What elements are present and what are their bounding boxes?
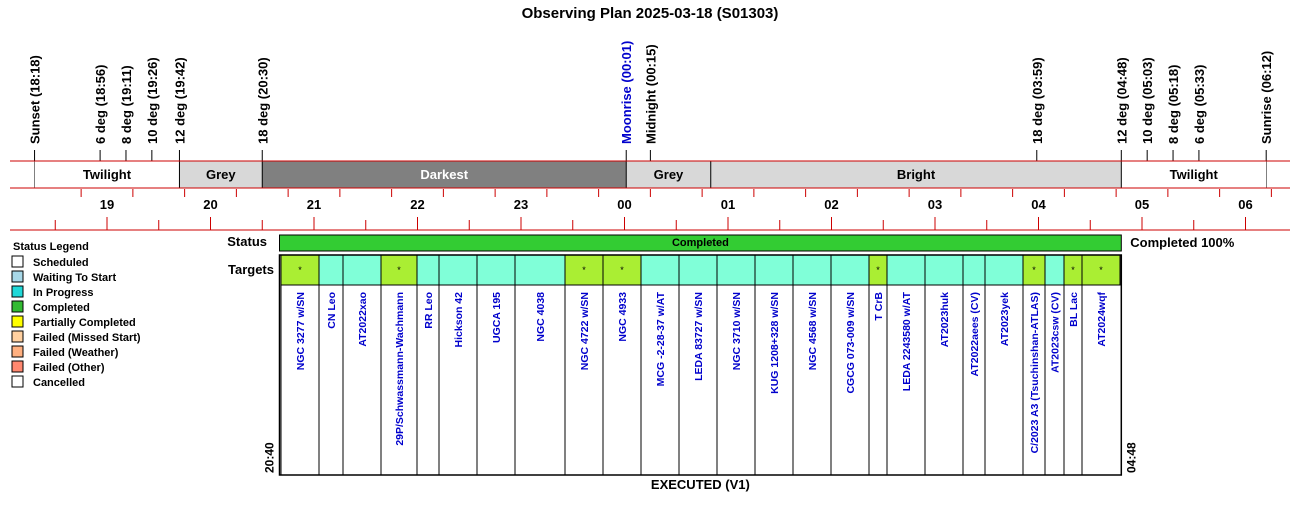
status-row-label: Status xyxy=(227,234,267,249)
target-marker: * xyxy=(582,265,586,275)
hour-label: 02 xyxy=(824,197,839,212)
hour-axis xyxy=(55,189,1271,230)
hour-label: 22 xyxy=(410,197,425,212)
target-cell xyxy=(831,255,869,285)
start-time-label: 20:40 xyxy=(262,442,277,473)
target-cell xyxy=(963,255,985,285)
legend-swatch xyxy=(12,271,23,282)
legend-swatch xyxy=(12,331,23,342)
target-marker: * xyxy=(1071,265,1075,275)
sky-band-label: Grey xyxy=(653,167,684,182)
event-label: 10 deg (19:26) xyxy=(144,57,160,144)
target-cell xyxy=(477,255,515,285)
target-name: LEDA 2243580 w/AT xyxy=(901,292,913,392)
target-name: NGC 4038 xyxy=(535,292,547,342)
event-label: Midnight (00:15) xyxy=(643,44,659,144)
event-label: 6 deg (05:33) xyxy=(1191,64,1207,144)
event-label: 10 deg (05:03) xyxy=(1140,57,1156,144)
schedule-footer: EXECUTED (V1) xyxy=(650,477,750,492)
legend-item-label: Failed (Weather) xyxy=(33,347,119,359)
event-label: 12 deg (19:42) xyxy=(172,57,188,144)
legend-swatch xyxy=(12,286,23,297)
target-marker: * xyxy=(298,265,302,275)
target-name: AT2023yek xyxy=(999,292,1011,347)
target-name: NGC 4722 w/SN xyxy=(579,292,591,371)
target-marker: * xyxy=(620,265,624,275)
status-legend xyxy=(12,241,141,389)
target-name: CN Leo xyxy=(326,292,338,329)
sky-band-label: Bright xyxy=(896,167,936,182)
target-cell xyxy=(515,255,565,285)
target-name: AT2023huk xyxy=(939,292,951,348)
status-bar-text: Completed xyxy=(671,237,729,249)
target-name: NGC 4568 w/SN xyxy=(807,292,819,371)
target-name: RR Leo xyxy=(423,292,435,329)
targets-row-label: Targets xyxy=(228,262,274,277)
target-marker: * xyxy=(397,265,401,275)
hour-label: 00 xyxy=(617,197,632,212)
target-name: NGC 4933 xyxy=(617,292,629,342)
target-cell xyxy=(439,255,477,285)
target-marker: * xyxy=(1032,265,1036,275)
target-name: Hickson 42 xyxy=(453,292,465,348)
event-label: 18 deg (20:30) xyxy=(255,57,271,144)
hour-label: 23 xyxy=(513,197,529,212)
target-name: 29P/Schwassmann-Wachmann xyxy=(394,292,406,446)
target-name: CGCG 073-009 w/SN xyxy=(845,292,857,394)
target-name: BL Lac xyxy=(1068,292,1080,327)
target-cell xyxy=(925,255,963,285)
target-name: MCG -2-28-37 w/AT xyxy=(655,292,667,387)
target-name: T CrB xyxy=(873,292,885,321)
hour-label: 06 xyxy=(1238,197,1253,212)
target-cell xyxy=(343,255,381,285)
target-name: KUG 1208+328 w/SN xyxy=(769,292,781,394)
legend-swatch xyxy=(12,316,23,327)
event-label: 8 deg (05:18) xyxy=(1166,64,1182,144)
sky-band-label: Twilight xyxy=(1169,167,1218,182)
event-label: 6 deg (18:56) xyxy=(93,64,109,144)
target-cell xyxy=(641,255,679,285)
legend-swatch xyxy=(12,301,23,312)
legend-title: Status Legend xyxy=(13,241,89,253)
target-cell xyxy=(887,255,925,285)
legend-item-label: Cancelled xyxy=(33,377,85,389)
legend-item-label: Partially Completed xyxy=(33,317,136,329)
target-cell xyxy=(793,255,831,285)
legend-swatch xyxy=(12,376,23,387)
targets-row xyxy=(228,255,1120,475)
hour-label: 04 xyxy=(1031,197,1046,212)
legend-item-label: Scheduled xyxy=(33,257,89,269)
target-name: C/2023 A3 (Tsuchinshan-ATLAS) xyxy=(1029,292,1041,454)
legend-swatch xyxy=(12,361,23,372)
event-label: 12 deg (04:48) xyxy=(1114,57,1130,144)
target-cell xyxy=(679,255,717,285)
end-time-label: 04:48 xyxy=(1124,442,1139,473)
target-cell xyxy=(985,255,1023,285)
hour-label: 03 xyxy=(927,197,943,212)
legend-item-label: Waiting To Start xyxy=(33,272,117,284)
status-row xyxy=(227,234,1235,251)
hour-label: 19 xyxy=(99,197,115,212)
target-name: LEDA 83727 w/SN xyxy=(693,292,705,381)
hour-label: 01 xyxy=(720,197,736,212)
target-cell xyxy=(717,255,755,285)
event-label: Sunset (18:18) xyxy=(27,55,43,144)
target-name: AT2022xao xyxy=(357,292,369,347)
target-cell xyxy=(417,255,439,285)
hour-label: 05 xyxy=(1134,197,1150,212)
legend-item-label: In Progress xyxy=(33,287,94,299)
event-label: 8 deg (19:11) xyxy=(118,65,134,144)
event-label: 18 deg (03:59) xyxy=(1029,57,1045,144)
event-label: Sunrise (06:12) xyxy=(1259,50,1275,144)
target-cell xyxy=(755,255,793,285)
legend-item-label: Failed (Other) xyxy=(33,362,105,374)
target-marker: * xyxy=(1099,265,1103,275)
target-marker: * xyxy=(876,265,880,275)
legend-swatch xyxy=(12,256,23,267)
event-label: Moonrise (00:01) xyxy=(619,40,635,144)
sky-band-label: Grey xyxy=(206,167,236,182)
target-name: AT2023csw (CV) xyxy=(1049,292,1062,373)
target-cell xyxy=(319,255,343,285)
status-summary: Completed 100% xyxy=(1130,235,1235,250)
page-title: Observing Plan 2025-03-18 (S01303) xyxy=(521,5,779,22)
target-name: NGC 3710 w/SN xyxy=(731,292,743,371)
legend-item-label: Failed (Missed Start) xyxy=(33,332,141,344)
target-cell xyxy=(1045,255,1064,285)
target-name: AT2024wqf xyxy=(1096,292,1108,347)
legend-swatch xyxy=(12,346,23,357)
hour-label: 20 xyxy=(203,197,218,212)
target-name: NGC 3277 w/SN xyxy=(295,292,307,371)
sky-band-label: Twilight xyxy=(82,167,132,182)
hour-label: 21 xyxy=(306,197,322,212)
target-name: AT2022aees (CV) xyxy=(969,292,981,377)
target-name: UGCA 195 xyxy=(491,292,503,343)
legend-item-label: Completed xyxy=(33,302,90,314)
sky-band-label: Darkest xyxy=(420,167,469,182)
